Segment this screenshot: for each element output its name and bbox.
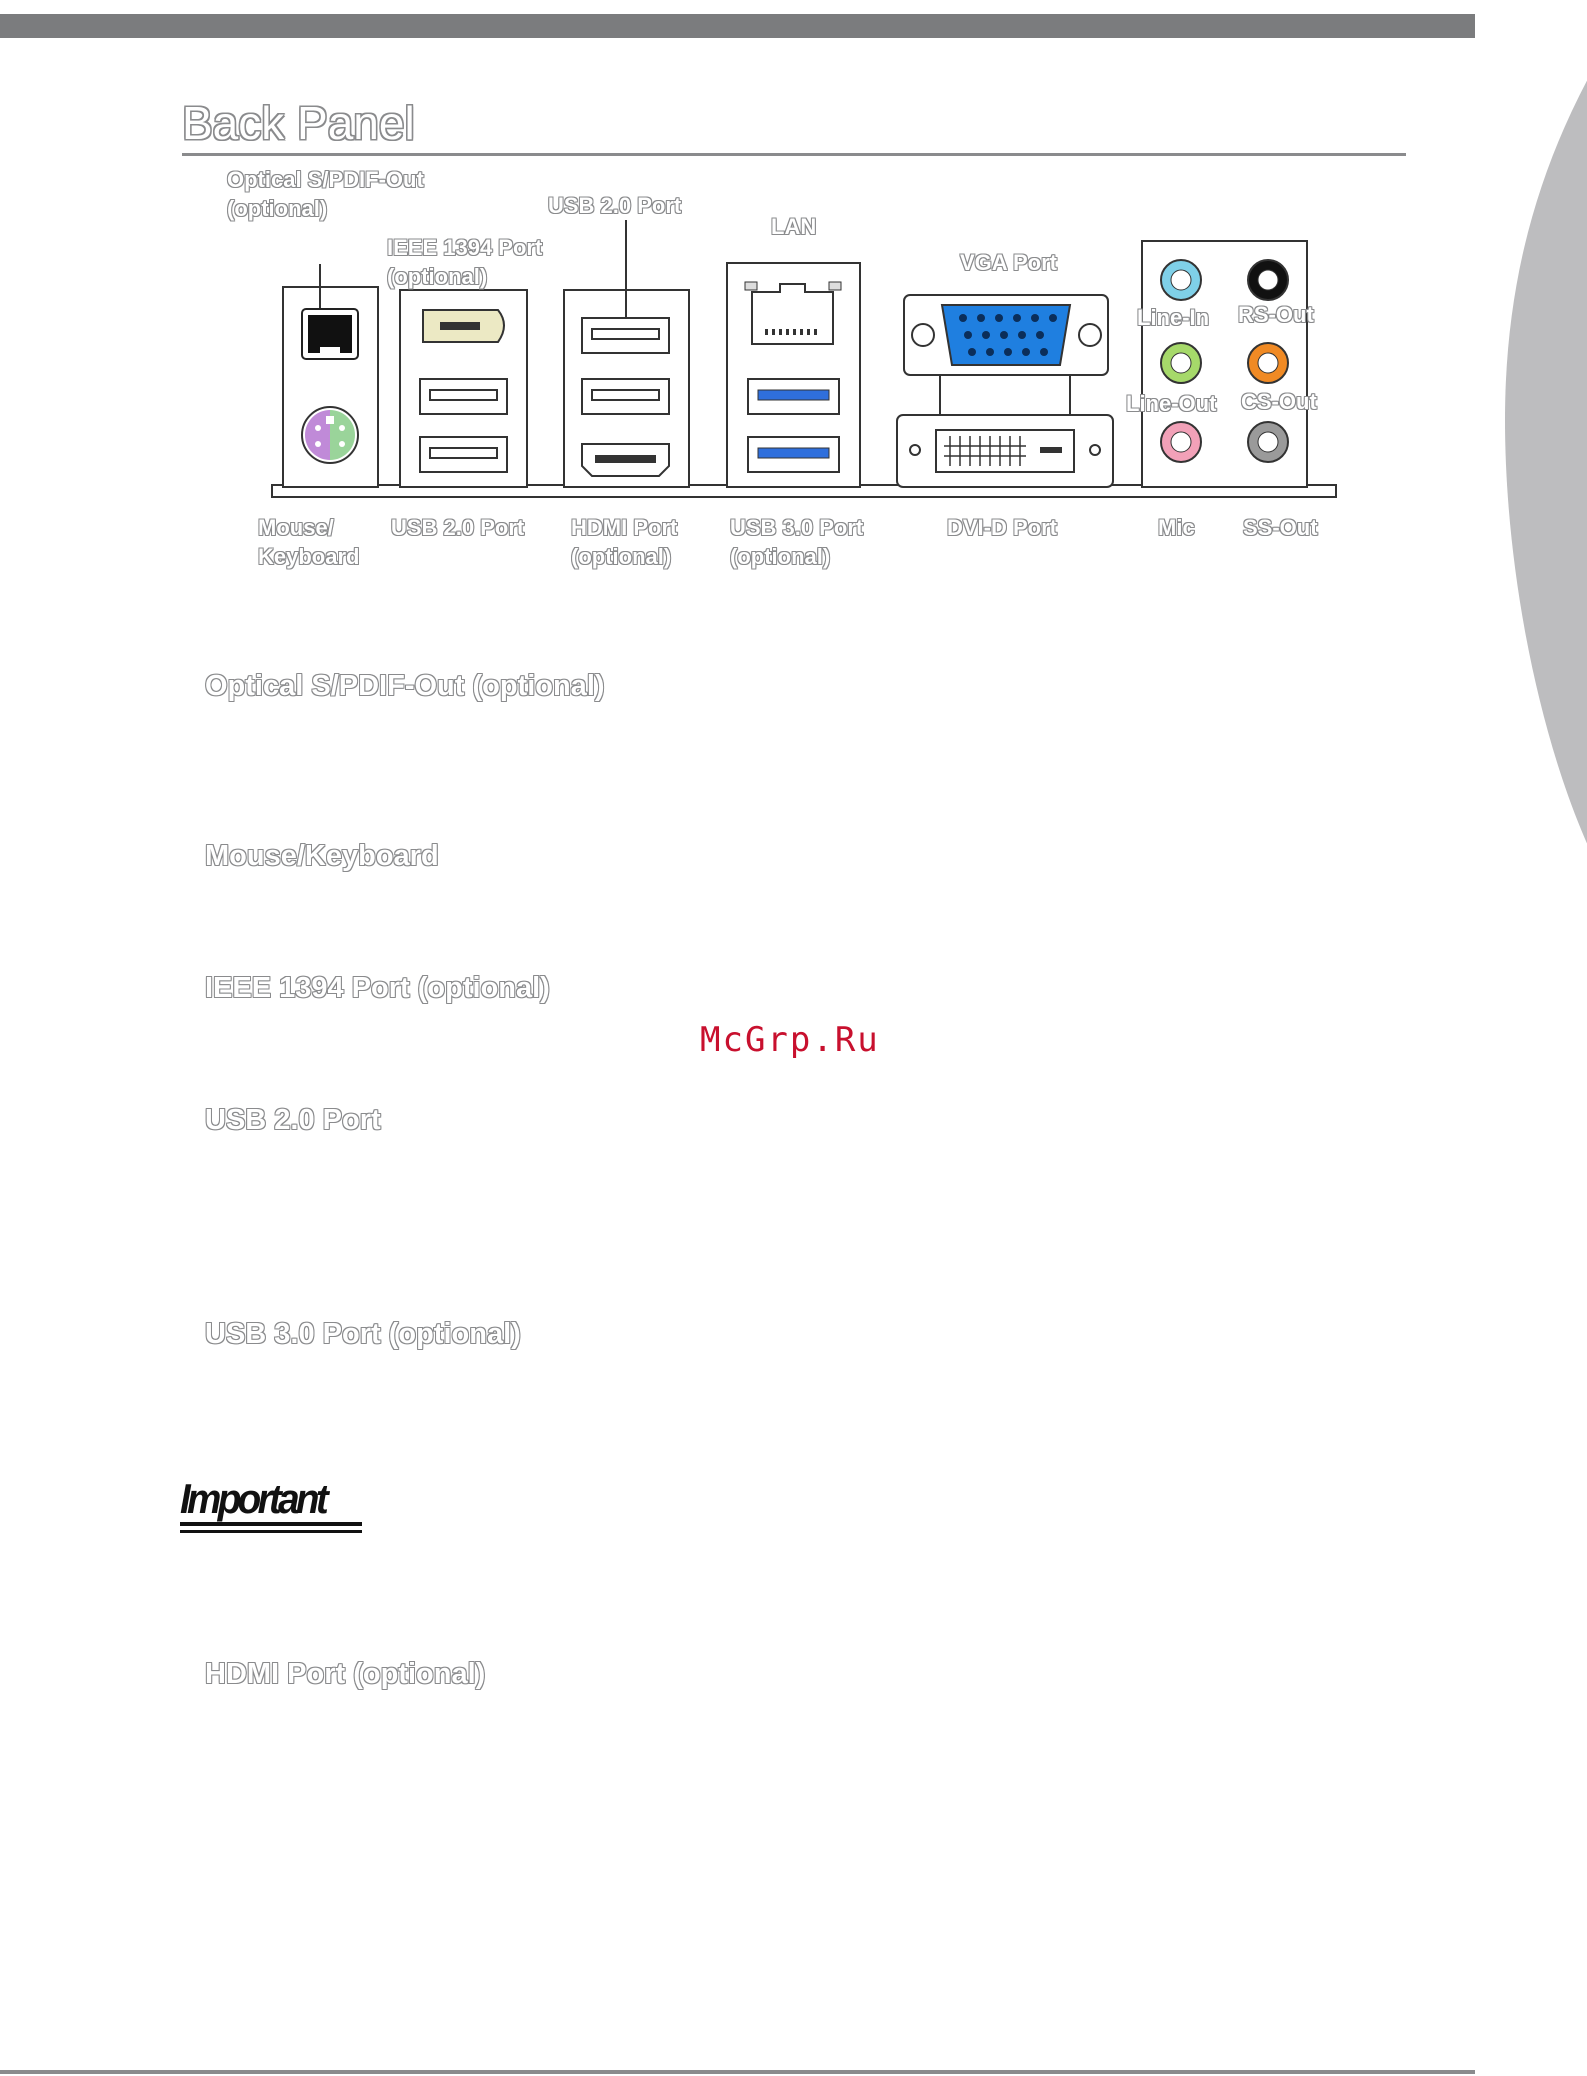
page-title: Back Panel — [182, 97, 415, 149]
heading-ieee1394: IEEE 1394 Port (optional) — [205, 972, 550, 1004]
dvi-port-icon — [910, 430, 1100, 472]
footer-rule — [0, 2070, 1475, 2074]
watermark: McGrp.Ru — [700, 1020, 880, 1060]
hdmi-port-icon — [582, 444, 669, 476]
label-lan: LAN — [771, 214, 817, 239]
usb20-port-icon — [582, 379, 669, 414]
label-ieee1394 — [387, 233, 542, 291]
cs-out-jack-icon — [1248, 343, 1288, 383]
label-usb30-line1: USB 3.0 Port — [730, 515, 864, 540]
rs-out-jack-icon — [1248, 260, 1288, 300]
label-usb30 — [730, 513, 863, 571]
label-vga: VGA Port — [960, 250, 1057, 275]
heading-usb20: USB 2.0 Port — [205, 1104, 381, 1136]
label-line-out: Line-Out — [1126, 391, 1217, 416]
usb20-port-icon — [582, 318, 669, 353]
label-usb30-line2: (optional) — [730, 544, 831, 569]
usb20-port-icon — [420, 437, 507, 472]
usb30-port-icon — [748, 437, 839, 472]
label-ieee-line2: (optional) — [387, 264, 488, 289]
label-hdmi-line2: (optional) — [571, 544, 672, 569]
usb20-port-icon — [420, 379, 507, 414]
important-underline — [180, 1522, 362, 1526]
label-mouse-line1: Mouse/ — [258, 515, 334, 540]
heading-mouse-keyboard: Mouse/Keyboard — [205, 840, 439, 872]
label-rs-out: RS-Out — [1238, 302, 1314, 327]
lan-port-icon — [745, 282, 841, 344]
label-spdif-line1: Optical S/PDIF-Out — [227, 167, 424, 192]
label-usb20-bottom: USB 2.0 Port — [391, 515, 525, 540]
label-spdif — [227, 165, 424, 223]
line-out-jack-icon — [1161, 343, 1201, 383]
heading-usb30: USB 3.0 Port (optional) — [205, 1318, 521, 1350]
important-heading: Important — [180, 1475, 326, 1522]
mic-jack-icon — [1161, 422, 1201, 462]
back-panel-diagram — [0, 0, 1587, 600]
label-usb20-top: USB 2.0 Port — [548, 193, 682, 218]
label-line-in: Line-In — [1137, 305, 1210, 330]
label-mic: Mic — [1158, 515, 1195, 540]
line-in-jack-icon — [1161, 260, 1201, 300]
label-mouse-line2: Keyboard — [258, 544, 360, 569]
label-spdif-line2: (optional) — [227, 196, 328, 221]
ss-out-jack-icon — [1248, 422, 1288, 462]
label-dvi: DVI-D Port — [947, 515, 1057, 540]
label-mouse-keyboard — [258, 513, 359, 571]
ps2-port-icon — [302, 407, 358, 463]
important-underline-2 — [180, 1530, 362, 1533]
ieee1394-port-icon — [423, 310, 504, 342]
label-hdmi — [571, 513, 677, 571]
heading-hdmi: HDMI Port (optional) — [205, 1658, 486, 1690]
label-ieee-line1: IEEE 1394 Port — [387, 235, 543, 260]
spdif-connector-icon — [302, 309, 358, 359]
label-cs-out: CS-Out — [1241, 389, 1317, 414]
label-hdmi-line1: HDMI Port — [571, 515, 678, 540]
heading-spdif: Optical S/PDIF-Out (optional) — [205, 670, 605, 702]
label-ss-out: SS-Out — [1243, 515, 1318, 540]
usb30-port-icon — [748, 379, 839, 414]
